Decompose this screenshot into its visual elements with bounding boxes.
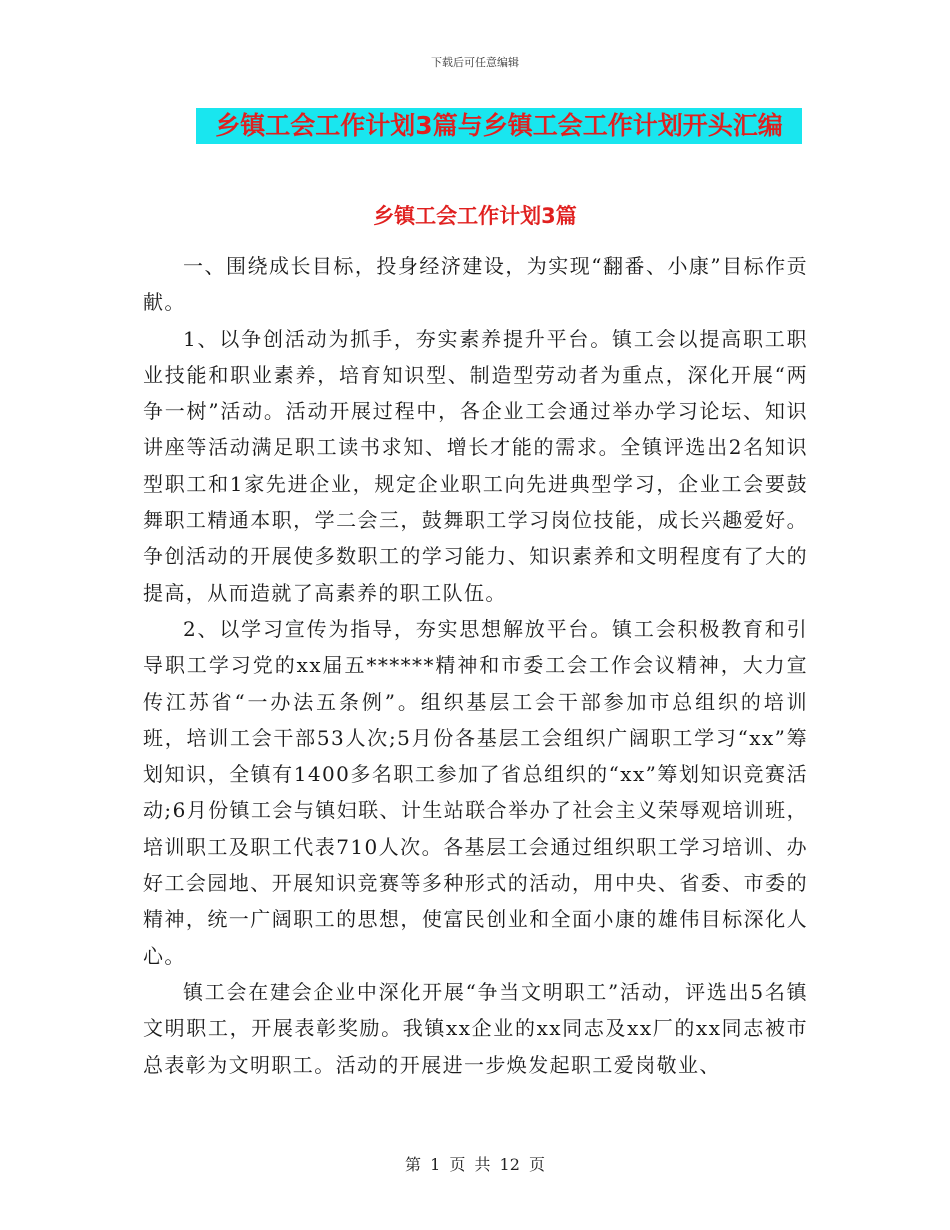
- page-number: 第 1 页 共 12 页: [405, 1155, 545, 1174]
- paragraph: 2、以学习宣传为指导，夯实思想解放平台。镇工会积极教育和引导职工学习党的xx届五******精神和市委工会工作会议精神，大力宣传江苏省“一办法五条例”。组织基层工会干部参加市总组织的培训班，培训工会干部53人次;5月份各基层工会组织广阔职工学习“xx”筹划知识，全镇有1400多名职工参加了省总组织的“xx”筹划知识竞赛活动;6月份镇工会与镇妇联、计生站联合举办了社会主义荣辱观培训班，培训职工及职工代表710人次。各基层工会通过组织职工学习培训、办好工会园地、开展知识竞赛等多种形式的活动，用中央、省委、市委的精神，统一广阔职工的思想，使富民创业和全面小康的雄伟目标深化人心。: [143, 616, 808, 968]
- header-note: 下载后可任意编辑: [431, 56, 519, 69]
- document-title: 乡镇工会工作计划3篇与乡镇工会工作计划开头汇编: [215, 111, 783, 140]
- document-body: [143, 248, 808, 1083]
- paragraph: 1、以争创活动为抓手，夯实素养提升平台。镇工会以提高职工职业技能和职业素养，培育知识型、制造型劳动者为重点，深化开展“两争一树”活动。活动开展过程中，各企业工会通过举办学习论坛、知识讲座等活动满足职工读书求知、增长才能的需求。全镇评选出2名知识型职工和1家先进企业，规定企业职工向先进典型学习，企业工会要鼓舞职工精通本职，学二会三，鼓舞职工学习岗位技能，成长兴趣爱好。争创活动的开展使多数职工的学习能力、知识素养和文明程度有了大的提高，从而造就了高素养的职工队伍。: [143, 326, 808, 605]
- paragraph: 镇工会在建会企业中深化开展“争当文明职工”活动，评选出5名镇文明职工，开展表彰奖励。我镇xx企业的xx同志及xx厂的xx同志被市总表彰为文明职工。活动的开展进一步焕发起职工爱岗敬业、: [143, 979, 808, 1077]
- document-title-highlight: [196, 108, 802, 144]
- paragraph: 一、围绕成长目标，投身经济建设，为实现“翻番、小康”目标作贡献。: [143, 254, 808, 315]
- section-title: 乡镇工会工作计划3篇: [373, 204, 577, 228]
